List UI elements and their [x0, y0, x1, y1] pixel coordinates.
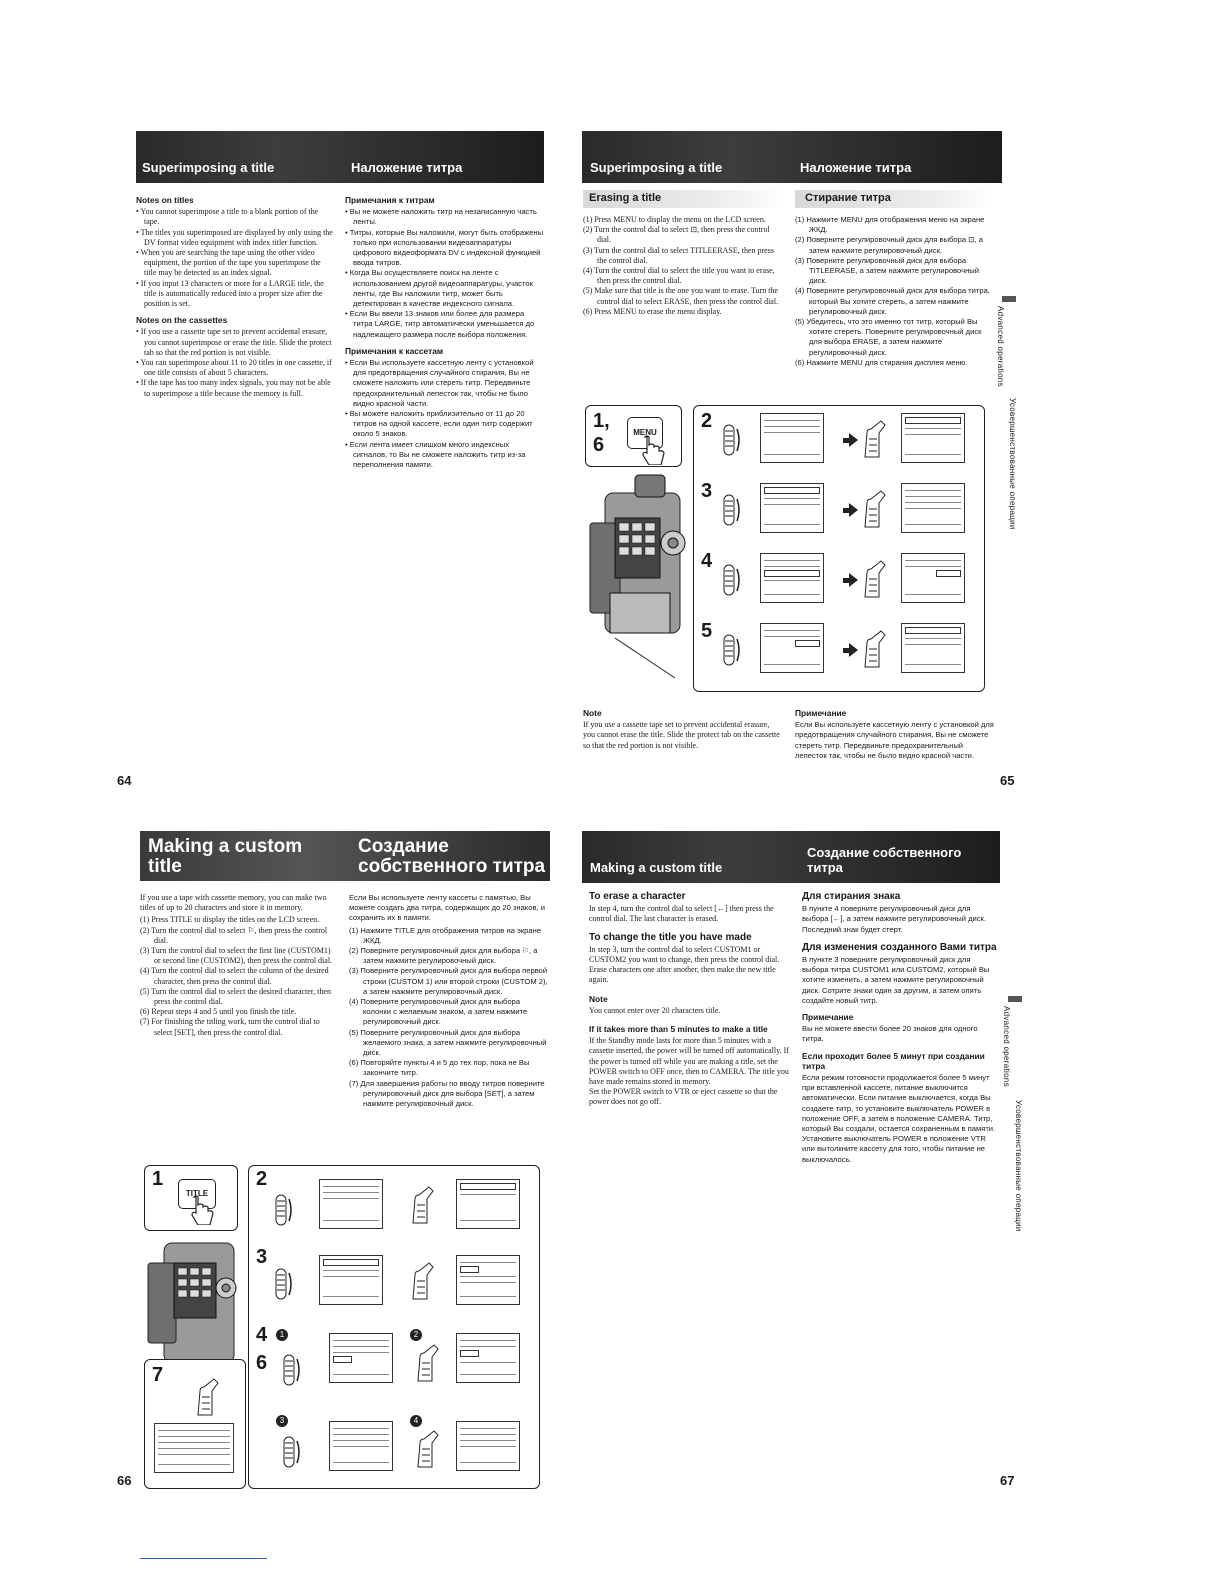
control-dial-icon: [720, 633, 742, 667]
control-dial-icon: [720, 423, 742, 457]
hand-dial-icon: [861, 489, 887, 529]
control-dial-icon: [720, 493, 742, 527]
step-item: (1) Нажмите TITLE для отображения титров на экране ЖКД.: [349, 925, 542, 945]
section-tab-marker: [1008, 996, 1022, 1002]
banner-ru-line1: Создание: [358, 836, 449, 857]
standby-text-2: Set the POWER switch to VTR or eject cassette so that the power does not go off.: [589, 1087, 778, 1107]
step-item: (4) Turn the control dial to select the column of the desired character, then press the control dial.: [140, 966, 329, 986]
finger-press-icon: [190, 1195, 216, 1225]
title-set-screen: [456, 1421, 520, 1471]
menu-button-icon: MENU: [627, 417, 663, 449]
footnote-rule: [140, 1558, 267, 1559]
ru-cassettes-list: [345, 358, 545, 470]
list-item: • Если Вы ввели 13 знаков или более для размера титра LARGE, титр автоматически уменьшается до надлежащего размера после выбора положения.: [345, 309, 535, 339]
list-item: • You can superimpose about 11 to 20 titles in one cassette, if one title consists of about 5 characters.: [136, 358, 332, 378]
title-button-icon: TITLE: [178, 1179, 216, 1209]
note-heading: Note: [589, 993, 608, 1004]
page-number-66: 66: [117, 1473, 132, 1488]
figure-label-5: 5: [701, 620, 713, 642]
list-item: • Если Вы используете кассетную ленту с установкой для предотвращения случайного стирания, Вы не сможете наложить или стереть титр. Передвиньте предохранительный лепесток так, чтобы не было видно красной части.: [345, 358, 534, 408]
page64-ru-column: [345, 195, 545, 476]
ru-note-heading: Примечание: [802, 1012, 854, 1023]
notes-titles-heading: Notes on titles: [136, 195, 194, 205]
menu-screen: [760, 553, 824, 603]
notes-titles-list: [136, 207, 334, 309]
sub-step-c-icon: 3: [276, 1415, 288, 1427]
menu-screen: [901, 413, 965, 463]
hand-dial-icon: [414, 1343, 440, 1383]
page65-subheading-en-bar: [583, 190, 783, 208]
figure-label-2: 2: [701, 410, 713, 432]
step-item: (3) Поверните регулировочный диск для выбора первой строки (CUSTOM 1) или второй строки (CUSTOM 2), а затем нажмите регулировочный диск.: [349, 966, 548, 996]
step-item: (5) Turn the control dial to select the desired character, then press the control dial.: [140, 986, 331, 1007]
page67-banner-ru: Создание собственного титра: [807, 845, 962, 875]
step-item: (1) Press MENU to display the menu on the LCD screen.: [583, 215, 766, 224]
sub-step-a-icon: 1: [276, 1329, 288, 1341]
page66-banner: [140, 831, 550, 881]
ru-erase-text: В пункте 4 поверните регулировочный диск для выбора [←], а затем нажмите регулировочный диск. Последний знак будет стерт.: [802, 904, 986, 934]
page66-en-column: [140, 893, 338, 1038]
title-set-screen: [154, 1423, 234, 1473]
list-item: • The titles you superimposed are displayed by only using the DV format video equipment with index titler function.: [136, 227, 333, 247]
erasing-title-heading: Erasing a title: [589, 192, 662, 204]
step-item: (2) Поверните регулировочный диск для выбора ⊡, а затем нажмите регулировочный диск.: [795, 235, 983, 255]
page-number-64: 64: [117, 773, 132, 788]
step-item: (6) Повторяйте пункты 4 и 5 до тех пор, пока не Вы закончите титр.: [349, 1058, 530, 1078]
title-set-screen: [319, 1179, 383, 1229]
page65-subheading-ru-bar: [795, 190, 995, 208]
step-item: (4) Поверните регулировочный диск для выбора колонки с желаемым знаком, а затем нажмите регулировочный диск.: [349, 997, 528, 1027]
arrow-right-icon: [849, 433, 858, 447]
arrow-right-icon: [849, 503, 858, 517]
menu-screen: [901, 553, 965, 603]
title-set-screen: [329, 1421, 393, 1471]
ru-erase-heading: Для стирания знака: [802, 891, 901, 902]
hand-dial-icon: [409, 1185, 435, 1225]
hand-dial-icon: [861, 629, 887, 669]
erase-character-heading: To erase a character: [589, 891, 686, 902]
step-item: (3) Поверните регулировочный диск для выбора TITLEERASE, а затем нажмите регулировочный диск.: [795, 255, 979, 286]
menu-screen: [901, 623, 965, 673]
step-item: (6) Repeat steps 4 and 5 until you finish the title.: [140, 1007, 297, 1017]
note-text: You cannot enter over 20 characters title.: [589, 1005, 721, 1015]
list-item: • If the tape has too many index signals, you may not be able to superimpose a title because the memory is full.: [136, 378, 331, 398]
intro-text: If you use a tape with cassette memory, you can make two titles of up to 20 characters and store it in memory.: [140, 893, 327, 913]
control-dial-icon: [720, 563, 742, 597]
figure-label-6: 6: [256, 1352, 268, 1374]
page67-banner: [582, 831, 1000, 883]
note-heading-ru: Примечание: [795, 708, 847, 718]
step-item: (4) Поверните регулировочный диск для выбора титра, который Вы хотите стереть, а затем нажмите регулировочный диск.: [795, 286, 990, 316]
ru-standby-text: Если режим готовности продолжается более 5 минут при вставленной кассете, питание выключится автоматически. Если питание выключается, когда Вы создаете титр, то установите выключатель POWER в положение OFF, а затем в положение CAMERA. Титр, который Вы создали, остается сохраненным в памяти. Установите выключатель POWER в положение VTR или вытолкните кассету для того, чтобы питание не выключалось.: [802, 1073, 996, 1164]
step-item: (4) Turn the control dial to select the title you want to erase, then press the control dial.: [583, 266, 775, 286]
page66-ru-column: [349, 893, 549, 1109]
figure-label-1: 1: [152, 1168, 164, 1190]
title-set-screen: [456, 1179, 520, 1229]
control-dial-icon: [272, 1193, 294, 1227]
change-title-heading: To change the title you have made: [589, 931, 752, 943]
figure-label-6: 6: [593, 434, 605, 456]
step-item: (1) Нажмите MENU для отображения меню на экране ЖКД.: [795, 215, 985, 235]
page66-figure: [144, 1165, 540, 1490]
step-item: (3) Turn the control dial to select the first line (CUSTOM1) or second line (CUSTOM2), then press the control dial.: [140, 946, 333, 966]
page64-banner-ru: Наложение титра: [351, 160, 463, 175]
hand-dial-icon: [409, 1261, 435, 1301]
step-item: (5) Убедитесь, что это именно тот титр, который Вы хотите стереть. Поверните регулировочный диск для выбора ERASE, а затем нажмите регулировочный диск.: [795, 317, 982, 357]
menu-screen: [760, 483, 824, 533]
figure-label-2: 2: [256, 1168, 268, 1190]
finger-press-icon: [641, 435, 667, 465]
hand-dial-icon: [861, 419, 887, 459]
control-dial-icon: [272, 1267, 294, 1301]
page64-en-column: [136, 195, 334, 405]
step-item: (5) Поверните регулировочный диск для выбора желаемого знака, а затем нажмите регулировочный диск.: [349, 1027, 547, 1058]
page66-banner-en: [148, 837, 302, 877]
ru-change-text: В пункте 3 поверните регулировочный диск для выбора титра CUSTOM1 или CUSTOM2, который Вы хотите изменить, а затем нажмите регулировочный диск. Сотрите знаки один за другим, а затем опять создайте новый титр.: [802, 955, 990, 1005]
step-item: (6) Нажмите MENU для стирания дисплея меню.: [795, 357, 968, 367]
page66-banner-ru: [358, 837, 545, 877]
step-item: (7) Для завершения работы по вводу титров поверните регулировочный диск для выбора [SET], а затем нажмите регулировочный диск.: [349, 1078, 545, 1109]
list-item: • If you use a cassette tape set to prevent accidental erasure, you cannot superimpose or erase the title. Slide the protect tab so that the red portion is not visible.: [136, 327, 332, 357]
page65-en-steps: [583, 215, 781, 317]
control-dial-icon: [280, 1435, 302, 1469]
note-heading: Note: [583, 708, 602, 718]
arrow-right-icon: [849, 573, 858, 587]
banner-en-line2: title: [148, 856, 182, 877]
step-item: (2) Turn the control dial to select ⚐, then press the control dial.: [140, 925, 328, 945]
page-number-65: 65: [1000, 773, 1015, 788]
ru-cassettes-heading: Примечания к кассетам: [345, 345, 444, 356]
step-item: (5) Make sure that title is the one you want to erase. Turn the control dial to select ERASE, then press the control dial.: [583, 286, 779, 306]
figure-label-3: 3: [256, 1246, 268, 1268]
page65-note-en: [583, 708, 781, 751]
page67-ru-column: [802, 892, 998, 1165]
list-item: • Титры, которые Вы наложили, могут быть отображены только при использовании видеоаппаратуры цифрового видеоформата DV с индексной функцией ввода титров.: [345, 227, 544, 268]
page65-banner-en: Superimposing a title: [590, 160, 723, 175]
menu-screen: [901, 483, 965, 533]
intro-text-ru: Если Вы используете ленту кассеты с памятью, Вы можете создать два титра, содержащих до 20 знаков, и сохранить их в памяти.: [349, 893, 545, 923]
list-item: • If you input 13 characters or more for a LARGE title, the title is automatically reduced into a proper size after the position is set.: [136, 278, 324, 309]
note-text: If you use a cassette tape set to prevent accidental erasure, you cannot erase the title. Slide the protect tab on the cassette so that the red portion is not visible.: [583, 720, 780, 750]
ru-change-heading: Для изменения созданного Вами титра: [802, 941, 997, 953]
title-set-screen: [456, 1255, 520, 1305]
figure-label-7: 7: [152, 1364, 164, 1386]
notes-cassettes-list: [136, 327, 334, 398]
standby-heading: If it takes more than 5 minutes to make a title: [589, 1024, 768, 1035]
ru-titles-list: [345, 207, 545, 340]
sub-step-b-icon: 2: [410, 1329, 422, 1341]
notes-cassettes-heading: Notes on the cassettes: [136, 315, 228, 326]
control-dial-icon: [280, 1353, 302, 1387]
hand-dial-icon: [194, 1377, 220, 1417]
menu-screen: [760, 413, 824, 463]
title-set-screen: [329, 1333, 393, 1383]
page65-note-ru: [795, 708, 995, 761]
banner-en-line1: Making a custom: [148, 836, 303, 857]
camcorder-illustration: [585, 473, 695, 688]
ru-standby-heading: Если проходит более 5 минут при создании титра: [802, 1050, 985, 1071]
erase-character-text: In step 4, turn the control dial to select [←] then press the control dial. The last character is erased.: [589, 904, 774, 924]
banner-ru-line2: собственного титра: [358, 856, 546, 877]
list-item: • You cannot superimpose a title to a blank portion of the tape.: [136, 207, 319, 227]
page67-en-column: [589, 892, 789, 1108]
step-item: (6) Press MENU to erase the menu display.: [583, 306, 722, 316]
side-tab-en: Advanced operations: [1002, 1006, 1011, 1087]
list-item: • Когда Вы осуществляете поиск на ленте с использованием другой видеоаппаратуры, участок ленты, где Вы наложили титр, может быть детектирован в качестве индексного сигнала.: [345, 268, 533, 309]
page67-banner-en: Making a custom title: [590, 860, 723, 875]
step-item: (2) Turn the control dial to select ⊡, then press the control dial.: [583, 225, 770, 245]
section-tab-marker: [1002, 296, 1016, 302]
list-item: • Вы не можете наложить титр на незаписанную часть ленты.: [345, 207, 537, 227]
page65-banner-ru: Наложение титра: [800, 160, 912, 175]
figure-label-1: 1,: [593, 410, 610, 432]
camcorder-illustration: [144, 1233, 244, 1373]
title-set-screen: [319, 1255, 383, 1305]
hand-dial-icon: [861, 559, 887, 599]
side-tab-ru: Усовершенствованные операции: [1014, 1100, 1023, 1232]
ru-titles-heading: Примечания к титрам: [345, 195, 435, 205]
list-item: • Если лента имеет слишком много индексных сигналов, то Вы не сможете наложить титр из-за переполнения памяти.: [345, 439, 526, 470]
step-item: (3) Turn the control dial to select TITLEERASE, then press the control dial.: [583, 245, 774, 265]
list-item: • When you are searching the tape using the other video equipment, the portion of the tape you superimpose the title may be detected as an index signal.: [136, 248, 321, 278]
figure-label-4: 4: [256, 1324, 268, 1346]
side-tab-en: Advanced operations: [996, 306, 1005, 387]
note-text-ru: Если Вы используете кассетную ленту с установкой для предотвращения случайного стирания, Вы не сможете стереть титр. Передвиньте предохранительный лепесток так, чтобы не было видно красной части.: [795, 720, 994, 760]
arrow-right-icon: [849, 643, 858, 657]
step-item: (2) Поверните регулировочный диск для выбора ⚐, а затем нажмите регулировочный диск.: [349, 946, 538, 966]
standby-text: If the Standby mode lasts for more than 5 minutes with a cassette inserted, the power will be turned off automatically. If the power is turned off while you are making a title, set the POWER switch to OFF once, then to CAMERA. The title you have made remains stored in memory.: [589, 1036, 789, 1087]
page65-figure: [585, 405, 985, 695]
menu-screen: [760, 623, 824, 673]
erasing-title-heading-ru: Стирание титра: [805, 192, 891, 204]
page64-banner-en: Superimposing a title: [142, 160, 275, 175]
figure-label-3: 3: [701, 480, 713, 502]
hand-dial-icon: [414, 1429, 440, 1469]
sub-step-d-icon: 4: [410, 1415, 422, 1427]
page65-banner: [582, 131, 1002, 183]
list-item: • Вы можете наложить приблизительно от 11 до 20 титров на одной кассете, если один титр содержит около 5 знаков.: [345, 409, 533, 439]
page64-banner: [136, 131, 544, 183]
ru-note-text: Вы не можете ввести более 20 знаков для одного титра.: [802, 1024, 978, 1044]
change-title-text: In step 3, turn the control dial to select CUSTOM1 or CUSTOM2 you want to change, then press the control dial. Erase characters one after another, then make the new title again.: [589, 944, 780, 985]
figure-label-4: 4: [701, 550, 713, 572]
step-item: (7) For finishing the titling work, turn the control dial to select [SET], then press the control dial.: [140, 1017, 320, 1037]
page-number-67: 67: [1000, 1473, 1015, 1488]
page65-ru-steps: [795, 215, 995, 368]
step-item: (1) Press TITLE to display the titles on the LCD screen.: [140, 915, 320, 925]
side-tab-ru: Усовершенствованные операции: [1008, 398, 1017, 530]
title-set-screen: [456, 1333, 520, 1383]
